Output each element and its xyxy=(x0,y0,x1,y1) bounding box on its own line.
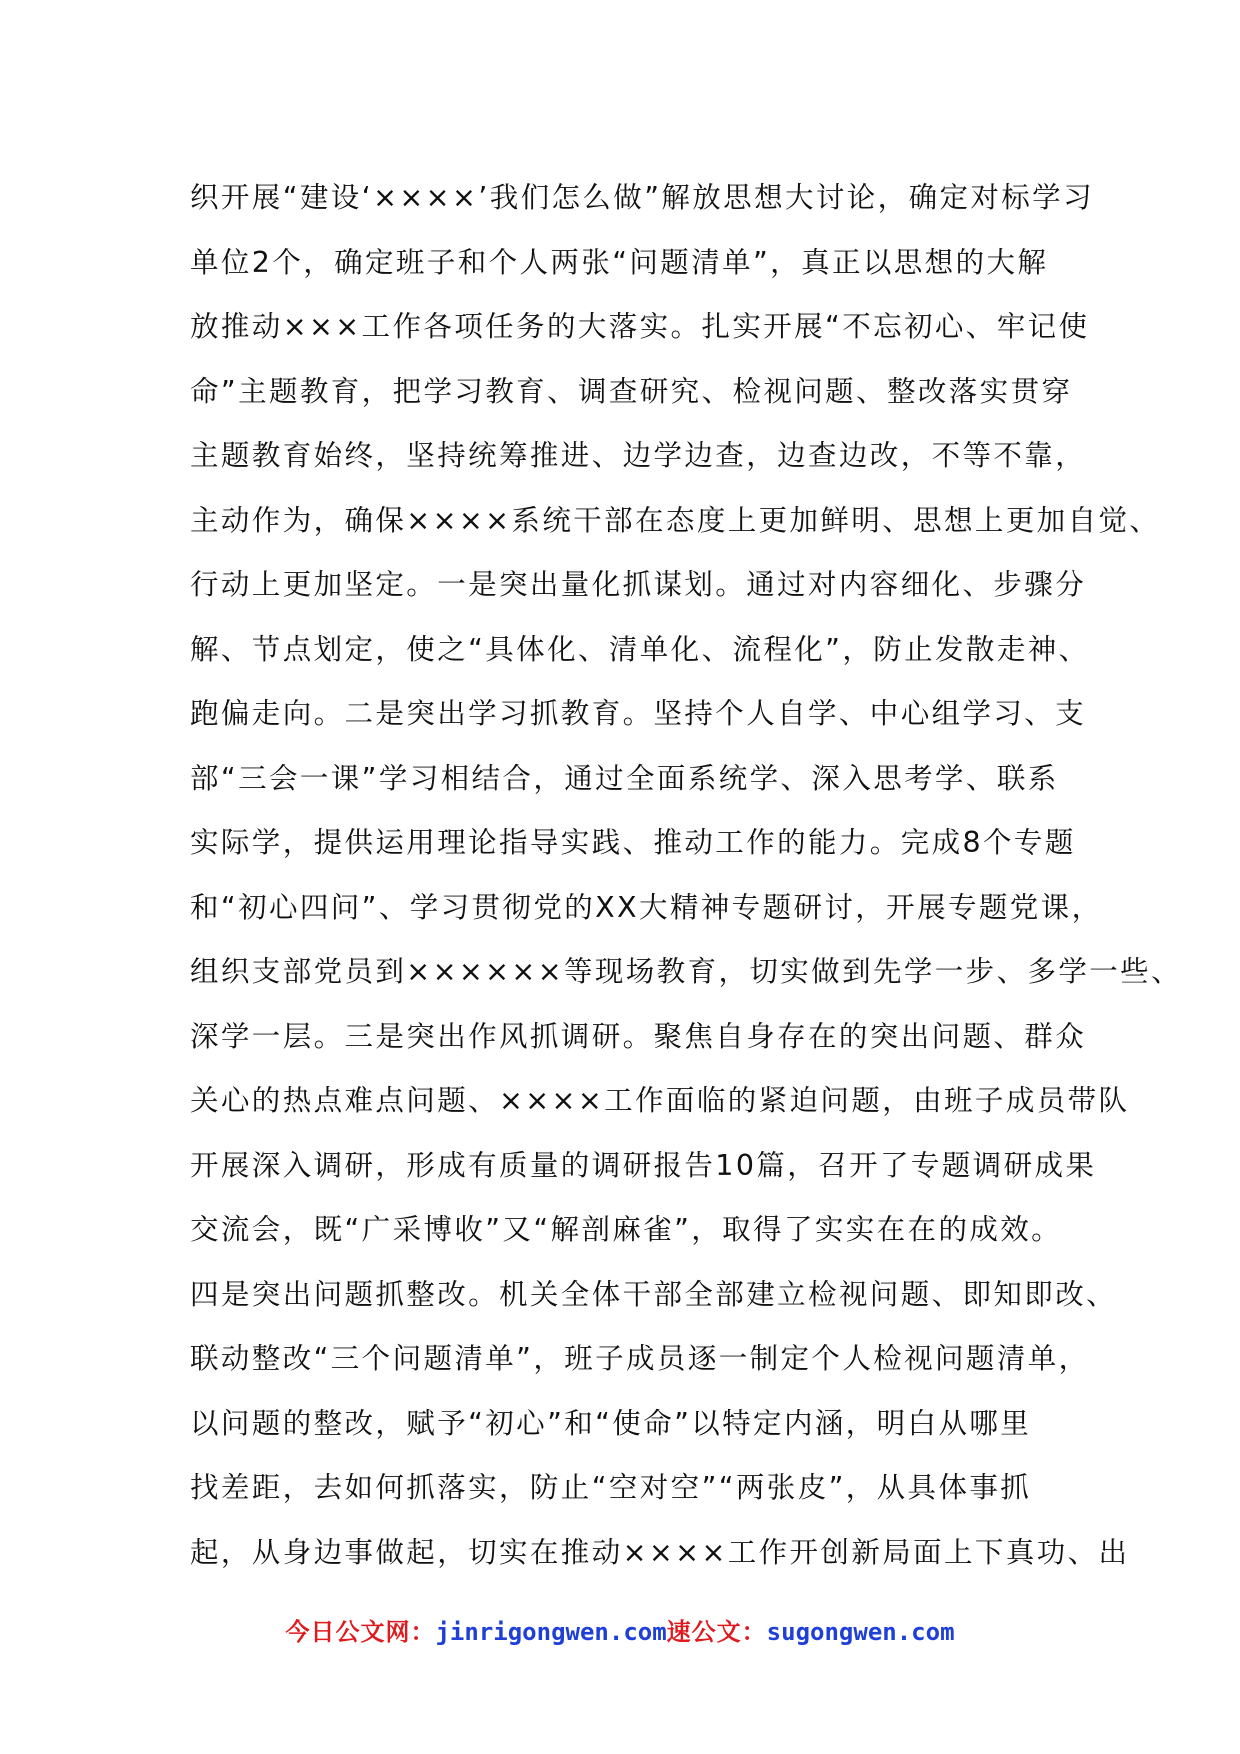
text-line: 主动作为，确保××××系统干部在态度上更加鲜明、思想上更加自觉、 xyxy=(190,503,1161,537)
footer-site1-url[interactable]: jinrigongwen.com xyxy=(435,1618,667,1646)
text-line: 和“初心四问”、学习贯彻党的XX大精神专题研讨，开展专题党课， xyxy=(190,890,1103,924)
text-line: 交流会，既“广采博收”又“解剖麻雀”，取得了实实在在的成效。 xyxy=(190,1213,1063,1246)
text-line: 部“三会一课”学习相结合，通过全面系统学、深入思考学、联系 xyxy=(190,761,1059,795)
text-line: 行动上更加坚定。一是突出量化抓谋划。通过对内容细化、步骤分 xyxy=(190,568,1087,601)
footer-site2-url[interactable]: sugongwen.com xyxy=(766,1618,955,1646)
text-line: 放推动×××工作各项任务的大落实。扎实开展“不忘初心、牢记使 xyxy=(190,310,1090,343)
footer-site1-name: 今日公文网： xyxy=(285,1618,436,1646)
text-line: 实际学，提供运用理论指导实践、推动工作的能力。完成8个专题 xyxy=(190,826,1076,859)
text-line: 找差距，去如何抓落实，防止“空对空”“两张皮”，从具体事抓 xyxy=(190,1471,1032,1504)
text-line: 四是突出问题抓整改。机关全体干部全部建立检视问题、即知即改、 xyxy=(190,1277,1118,1311)
footer-site2-name: 速公文： xyxy=(666,1618,767,1646)
footer-watermark xyxy=(0,1612,1240,1647)
body-text xyxy=(190,166,1182,1585)
text-line: 深学一层。三是突出作风抓调研。聚焦自身存在的突出问题、群众 xyxy=(190,1019,1087,1053)
text-line: 单位2个，确定班子和个人两张“问题清单”，真正以思想的大解 xyxy=(190,245,1049,279)
text-line: 跑偏走向。二是突出学习抓教育。坚持个人自学、中心组学习、支 xyxy=(190,697,1087,730)
text-line: 起，从身边事做起，切实在推动××××工作开创新局面上下真功、出 xyxy=(190,1535,1130,1569)
text-line: 关心的热点难点问题、××××工作面临的紧迫问题，由班子成员带队 xyxy=(190,1084,1130,1117)
text-line: 命”主题教育，把学习教育、调查研究、检视问题、整改落实贯穿 xyxy=(190,374,1073,408)
text-line: 主题教育始终，坚持统筹推进、边学边查，边查边改，不等不靠， xyxy=(190,439,1087,472)
text-line: 开展深入调研，形成有质量的调研报告10篇，召开了专题调研成果 xyxy=(190,1148,1097,1182)
text-line: 联动整改“三个问题清单”，班子成员逐一制定个人检视问题清单， xyxy=(190,1342,1090,1375)
text-line: 织开展“建设‘××××’我们怎么做”解放思想大讨论，确定对标学习 xyxy=(190,181,1094,214)
text-line: 解、节点划定，使之“具体化、清单化、流程化”，防止发散走神、 xyxy=(190,632,1090,666)
text-line: 组织支部党员到××××××等现场教育，切实做到先学一步、多学一些、 xyxy=(190,955,1182,988)
text-line: 以问题的整改，赋予“初心”和“使命”以特定内涵，明白从哪里 xyxy=(190,1406,1032,1440)
